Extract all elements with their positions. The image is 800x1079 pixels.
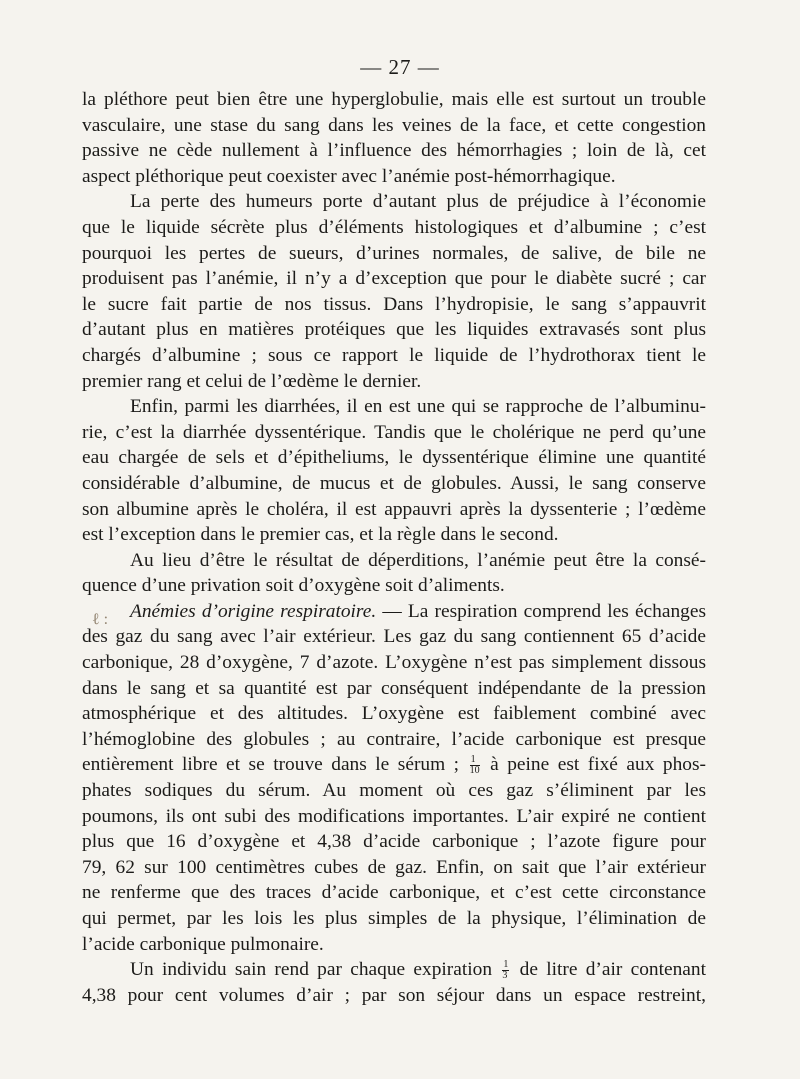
text-line: l’acide carbonique pulmonaire. [82, 933, 324, 955]
paragraph-5 [82, 599, 706, 957]
text-fragment: Un individu sain rend par chaque expiration [130, 959, 493, 981]
text-line: considérable d’albumine, de mucus et de globules. Aussi, le sang conserve [82, 472, 706, 494]
fraction-denominator: 3 [502, 970, 508, 982]
body-text [82, 87, 706, 1008]
text-line: premier rang et celui de l’œdème le dernier. [82, 370, 422, 392]
text-fragment: de litre d’air contenant [519, 959, 706, 981]
text-line: 4,38 pour cent volumes d’air ; par son séjour dans un espace restreint, [82, 984, 706, 1006]
paragraph-2 [82, 189, 706, 394]
text-line: produisent pas l’anémie, il n’y a d’exception que pour le diabète sucré ; car [82, 268, 706, 290]
text-line: la pléthore peut bien être une hyperglobulie, mais elle est surtout un trouble [82, 89, 706, 110]
text-line: passive ne cède nullement à l’influence des hémorrhagies ; loin de là, cet [82, 140, 706, 162]
text-line: plus que 16 d’oxygène et 4,38 d’acide carbonique ; l’azote figure pour [82, 831, 706, 853]
fraction [502, 960, 509, 981]
fraction-numerator: 1 [470, 755, 480, 766]
margin-annotation: ℓ : [92, 611, 109, 628]
text-line: atmosphérique et des altitudes. L’oxygène est faiblement combiné avec [82, 703, 706, 725]
page-number: — 27 — [360, 55, 440, 79]
text-line: quence d’une privation soit d’oxygène soit d’aliments. [82, 575, 505, 597]
fraction-numerator: 1 [503, 959, 509, 971]
text-line: est l’exception dans le premier cas, et la règle dans le second. [82, 524, 559, 546]
text-line: La perte des humeurs porte d’autant plus de préjudice à l’économie [130, 191, 706, 213]
text-line: 79, 62 sur 100 centimètres cubes de gaz. Enfin, on sait que l’air extérieur [82, 856, 706, 878]
text-line: carbonique, 28 d’oxygène, 7 d’azote. L’oxygène n’est pas simplement dissous [82, 652, 706, 674]
text-line: chargés d’albumine ; sous ce rapport le liquide de l’hydrothorax tient le [82, 344, 706, 366]
text-line [82, 599, 706, 625]
text-line: que le liquide sécrète plus d’éléments histologiques et d’albumine ; c’est [82, 216, 706, 238]
text-line: l’hémoglobine des globules ; au contraire, l’acide carbonique est presque [82, 728, 706, 750]
text-line: poumons, ils ont subi des modifications importantes. L’air expiré ne contient [82, 805, 706, 827]
text-line: ne renferme que des traces d’acide carbonique, et c’est cette circonstance [82, 882, 706, 904]
text-fragment: à peine est fixé aux phos- [490, 754, 706, 776]
text-line: aspect pléthorique peut coexister avec l’anémie post-hémorrhagique. [82, 165, 616, 187]
text-line [82, 752, 706, 778]
text-line: pourquoi les pertes de sueurs, d’urines normales, de salive, de bile ne [82, 242, 706, 264]
text-line: dans le sang et sa quantité est par conséquent indépendante de la pression [82, 677, 706, 699]
text-line: vasculaire, une stase du sang dans les veines de la face, et cette congestion [82, 114, 706, 136]
text-line: rie, c’est la diarrhée dyssentérique. Tandis que le cholérique ne perd qu’une [82, 421, 706, 443]
text-line: Enfin, parmi les diarrhées, il en est une qui se rapproche de l’albuminu- [130, 396, 706, 418]
text-line: eau chargée de sels et d’épitheliums, le dyssentérique élimine une quantité [82, 447, 706, 469]
fraction [470, 755, 480, 776]
text-line: Au lieu d’être le résultat de déperditions, l’anémie peut être la consé- [130, 549, 706, 571]
text-line [82, 957, 706, 983]
fraction-denominator: 10 [469, 765, 480, 777]
paragraph-3 [82, 394, 706, 548]
text-fragment: entièrement libre et se trouve dans le sérum ; [82, 754, 460, 776]
section-heading: Anémies d’origine respiratoire. [130, 600, 377, 622]
text-fragment: — La respiration comprend les échanges [376, 600, 707, 622]
text-line: son albumine après le choléra, il est appauvri après la dyssenterie ; l’œdème [82, 498, 706, 520]
paragraph-6 [82, 957, 706, 1008]
text-line: le sucre fait partie de nos tissus. Dans l’hydropisie, le sang s’appauvrit [82, 293, 706, 315]
text-line: des gaz du sang avec l’air extérieur. Les gaz du sang contiennent 65 d’acide [82, 626, 706, 648]
text-line: qui permet, par les lois les plus simples de la physique, l’élimination de [82, 908, 706, 929]
paragraph-1 [82, 87, 706, 189]
text-line: d’autant plus en matières protéiques que les liquides extravasés sont plus [82, 319, 706, 341]
paragraph-4 [82, 548, 706, 599]
text-line: phates sodiques du sérum. Au moment où ces gaz s’éliminent par les [82, 780, 706, 802]
